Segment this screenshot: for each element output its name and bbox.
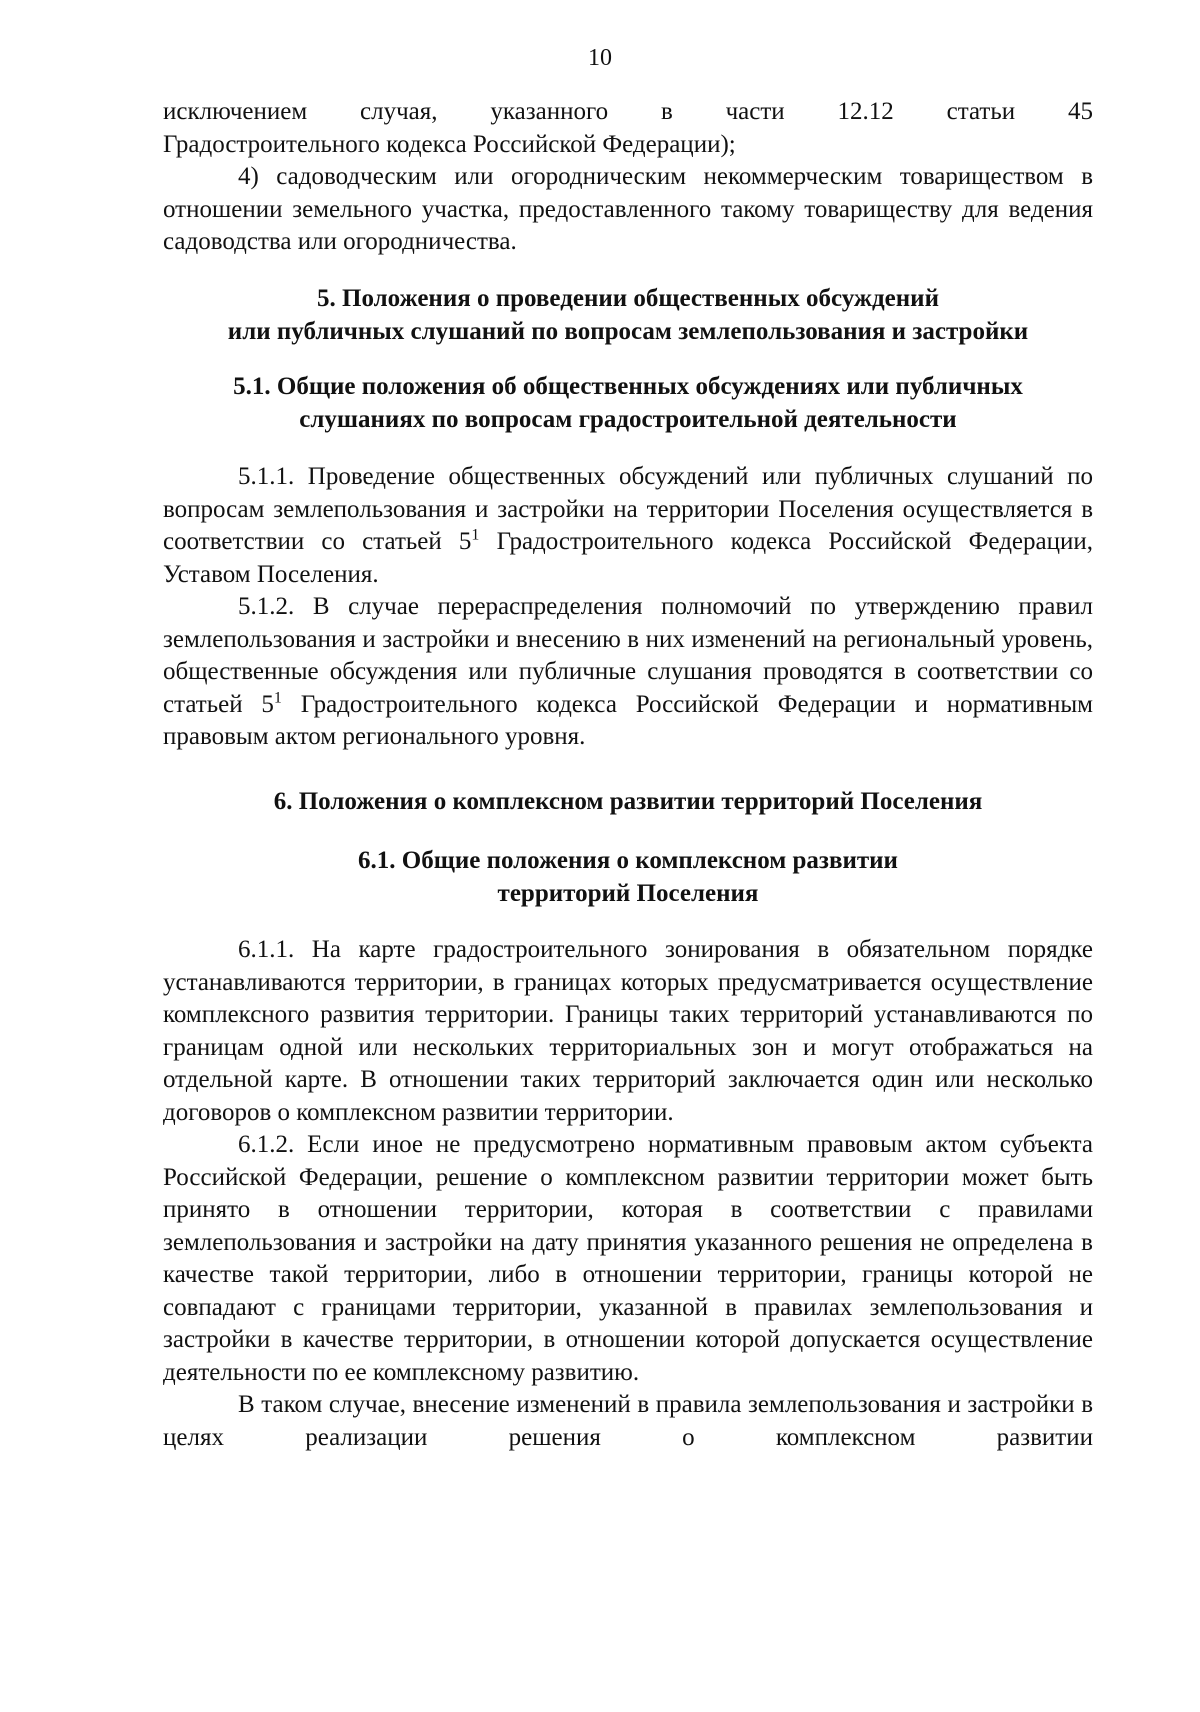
section-5-heading xyxy=(163,283,1093,348)
paragraph-6-1-2: 6.1.2. Если иное не предусмотрено нормативным правовым актом субъекта Российской Федерации, решение о комплексном развитии территории может быть принято в отношении территории, которая в соответствии с правилами землепользования и застройки на дату принятия указанного решения не определена в качестве такой территории, либо в отношении территории, границы которой не совпадают с границами территории, указанной в правилах землепользования и застройки в качестве территории, в отношении которой допускается осуществление деятельности по ее комплексному развитию. xyxy=(163,1131,1093,1386)
section-6-1-title-line-1: 6.1. Общие положения о комплексном развитии xyxy=(358,847,898,874)
paragraph-5-1-1-superscript: 1 xyxy=(471,526,480,544)
section-5-1-body xyxy=(163,461,1093,754)
paragraph-5-1-2-superscript: 1 xyxy=(273,689,282,707)
paragraph-5-1-2 xyxy=(163,591,1093,754)
continuation-line-1: исключением случая, указанного в части 12.12 статьи 45 xyxy=(163,98,1093,125)
section-6-heading xyxy=(163,786,1093,819)
paragraph-5-1-1-text-a: 5.1.1. Проведение общественных обсуждений или публичных слушаний по вопросам землепользования и застройки на территории Поселения осуществляется в соответствии со статьей 5 xyxy=(163,463,1093,555)
section-5-title-line-1: 5. Положения о проведении общественных обсуждений xyxy=(317,285,939,312)
section-6-1-title-line-2: территорий Поселения xyxy=(497,879,759,907)
continuation-line-2: Градостроительного кодекса Российской Федерации); xyxy=(163,130,736,158)
section-6-1-heading xyxy=(163,845,1093,910)
paragraph-5-1-2-text-a: 5.1.2. В случае перераспределения полномочий по утверждению правил землепользования и застройки и внесению в них изменений на региональный уровень, общественные обсуждения или публичные слушания проводятся в соответствии со статьей 5 xyxy=(163,593,1093,718)
section-5-1-title-line-2: слушаниях по вопросам градостроительной деятельности xyxy=(299,405,957,433)
paragraph-5-1-1-text-b: Градостроительного кодекса Российской Федерации, Уставом Поселения. xyxy=(163,528,1094,588)
section-5-1-heading xyxy=(163,371,1093,436)
item-4-paragraph xyxy=(163,161,1093,259)
page-number: 10 xyxy=(588,45,612,71)
section-6-title: 6. Положения о комплексном развитии территорий Поселения xyxy=(273,788,983,815)
continuation-paragraph xyxy=(163,96,1093,161)
paragraph-5-1-2-text-b: Градостроительного кодекса Российской Федерации и нормативным правовым актом регионального уровня. xyxy=(163,690,1094,750)
paragraph-6-1-1: 6.1.1. На карте градостроительного зонирования в обязательном порядке устанавливаются территории, в границах которых предусматривается осуществление комплексного развития территории. Границы таких территорий устанавливаются по границам одной или нескольких территориальных зон и могут отображаться на отдельной карте. В отношении таких территорий заключается один или несколько договоров о комплексном развитии территории. xyxy=(163,936,1093,1126)
section-5-1-title-line-1: 5.1. Общие положения об общественных обсуждениях или публичных xyxy=(233,373,1023,400)
paragraph-6-1-2-continuation: В таком случае, внесение изменений в правила землепользования и застройки в целях реализации решения о комплексном развитии xyxy=(163,1391,1093,1451)
paragraph-5-1-1 xyxy=(163,461,1093,591)
section-5-title-line-2: или публичных слушаний по вопросам землепользования и застройки xyxy=(227,317,1029,345)
section-6-1-body xyxy=(163,934,1093,1454)
item-4-text: 4) садоводческим или огородническим некоммерческим товариществом в отношении земельного участка, предоставленного такому товариществу для ведения садоводства или огородничества. xyxy=(163,163,1093,255)
